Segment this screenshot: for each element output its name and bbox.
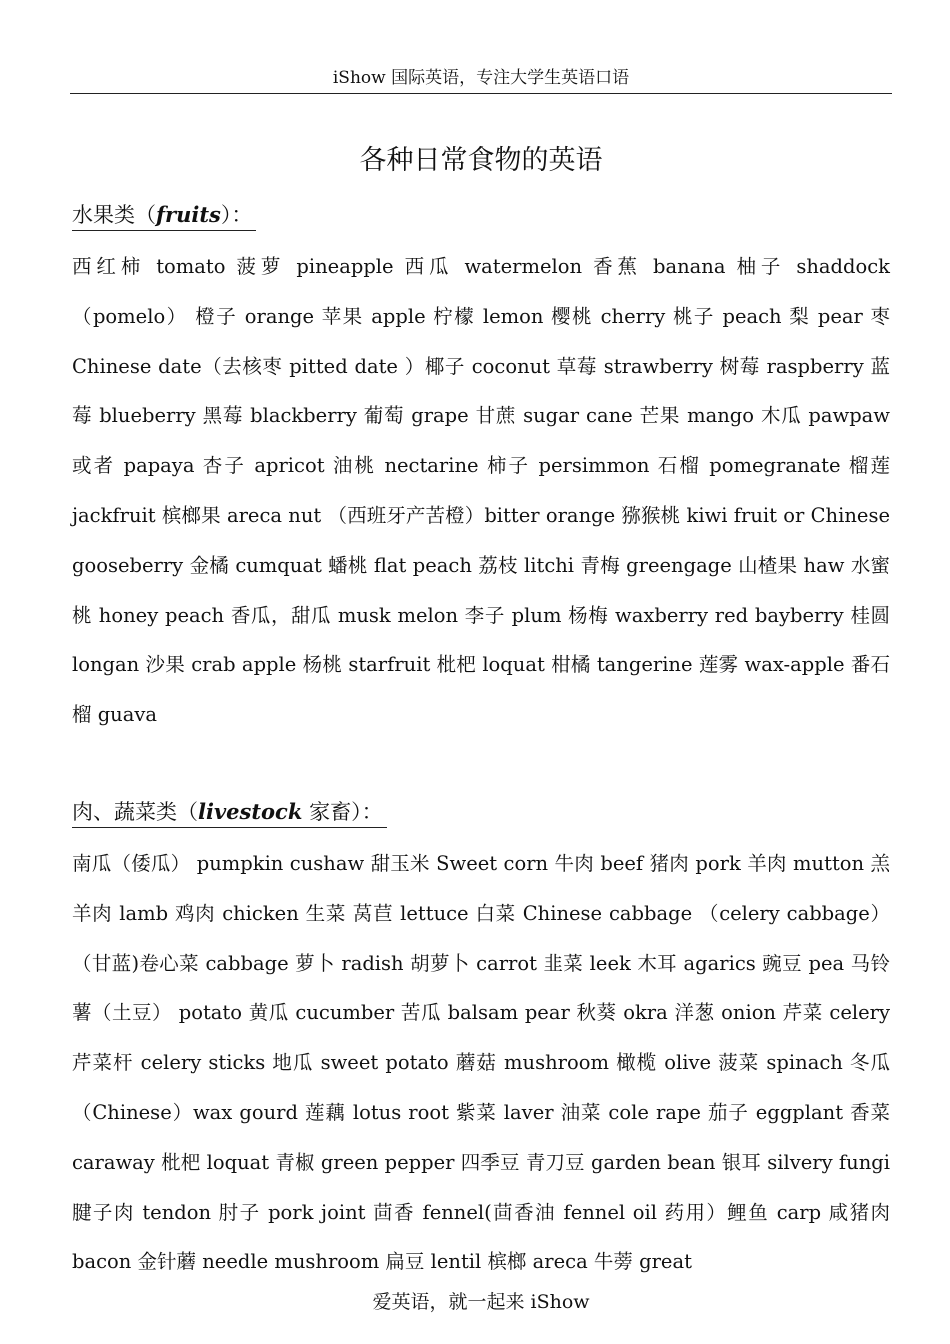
section-heading-cn: 肉、蔬菜类（ [72, 800, 198, 824]
page-footer: 爱英语，就一起来 iShow [372, 1291, 590, 1313]
page-header: iShow 国际英语，专注大学生英语口语 [70, 66, 892, 94]
section-heading-tail: 家畜）： [302, 800, 383, 824]
section-heading-fruits [72, 200, 256, 231]
section-heading-cn: 水果类（ [72, 203, 156, 227]
section-heading-en: livestock [198, 799, 303, 824]
section-heading-tail: ）： [220, 203, 253, 227]
section-heading-en: fruits [156, 202, 221, 227]
document-title: 各种日常食物的英语 [359, 145, 603, 176]
section-body-fruits: 西红柿 tomato 菠萝 pineapple 西瓜 watermelon 香蕉 banana 柚子 shaddock（pomelo） 橙子 orange 苹果 apple 柠檬 lemon 樱桃 cherry 桃子 peach 梨 pear 枣 Chinese date（去核枣 pitted date ）椰子 coconut 草莓 strawberry 树莓 raspberry 蓝莓 blueberry 黑莓 blackberry 葡萄 grape 甘蔗 sugar cane 芒果 mango 木瓜 pawpaw 或者 papaya 杏子 apricot 油桃 nectarine 柿子 persimmon 石榴 pomegranate 榴莲 jackfruit 槟榔果 areca nut （西班牙产苦橙）bitter orange 猕猴桃 kiwi fruit or Chinese gooseberry 金橘 cumquat 蟠桃 flat peach 荔枝 litchi 青梅 greengage 山楂果 haw 水蜜桃 honey peach 香瓜，甜瓜 musk melon 李子 plum 杨梅 waxberry red bayberry 桂圆 longan 沙果 crab apple 杨桃 starfruit 枇杷 loquat 柑橘 tangerine 莲雾 wax-apple 番石榴 guava [72, 255, 890, 727]
section-heading-livestock [72, 797, 387, 828]
section-body-livestock: 南瓜（倭瓜） pumpkin cushaw 甜玉米 Sweet corn 牛肉 beef 猪肉 pork 羊肉 mutton 羔羊肉 lamb 鸡肉 chicken 生菜 莴苣 lettuce 白菜 Chinese cabbage （celery cabbage）（甘蓝)卷心菜 cabbage 萝卜 radish 胡萝卜 carrot 韭菜 leek 木耳 agarics 豌豆 pea 马铃薯（土豆） potato 黄瓜 cucumber 苦瓜 balsam pear 秋葵 okra 洋葱 onion 芹菜 celery 芹菜杆 celery sticks 地瓜 sweet potato 蘑菇 mushroom 橄榄 olive 菠菜 spinach 冬瓜 （Chinese）wax gourd 莲藕 lotus root 紫菜 laver 油菜 cole rape 茄子 eggplant 香菜 caraway 枇杷 loquat 青椒 green pepper 四季豆 青刀豆 garden bean 银耳 silvery fungi 腱子肉 tendon 肘子 pork joint 茴香 fennel(茴香油 fennel oil 药用）鲤鱼 carp 咸猪肉 bacon 金针蘑 needle mushroom 扁豆 lentil 槟榔 areca 牛蒡 great [72, 852, 890, 1274]
